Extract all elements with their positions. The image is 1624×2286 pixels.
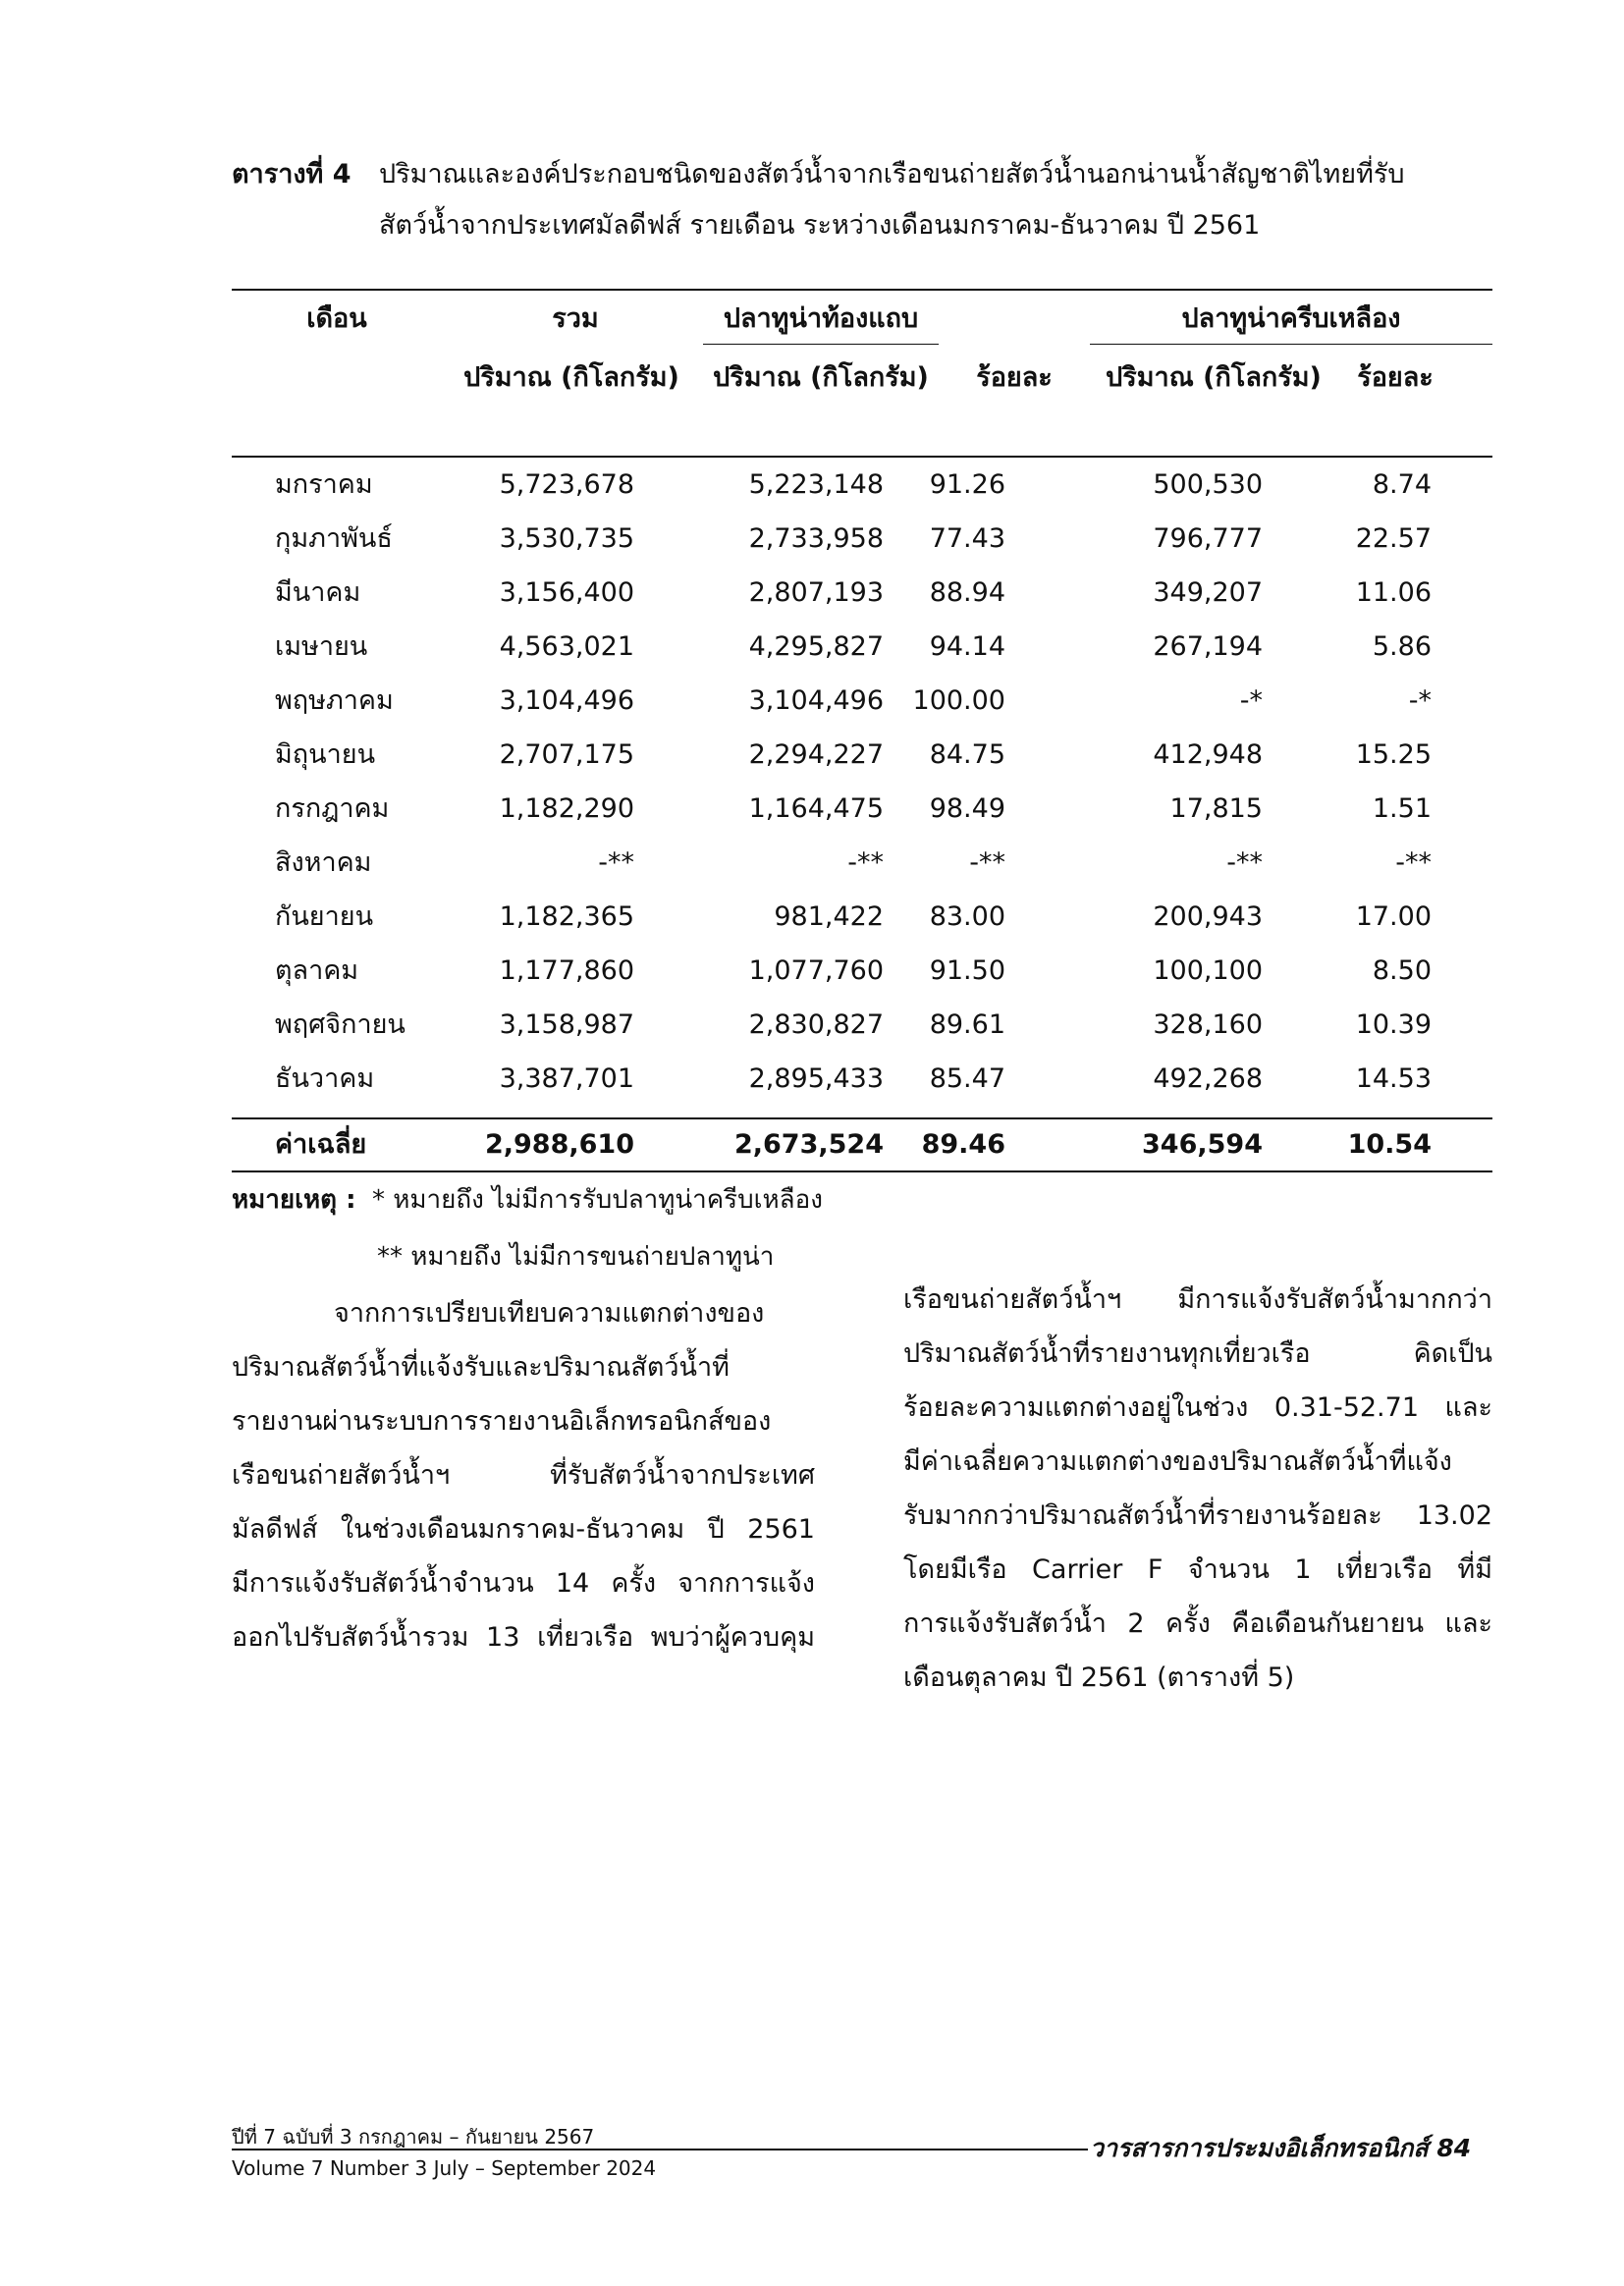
- header-yellowfin-pct: ร้อยละ: [1357, 362, 1434, 393]
- cell-yellowfin-pct: 11.06: [1355, 577, 1432, 608]
- header-total: รวม: [552, 303, 599, 334]
- cell-yellowfin-qty: 796,777: [1153, 523, 1263, 554]
- table-row: [232, 944, 1492, 998]
- footer-rule: [232, 2149, 1088, 2150]
- cell-skipjack-pct: 77.43: [929, 523, 1005, 554]
- cell-skipjack-qty: 2,807,193: [748, 577, 884, 608]
- body-line: เรือขนถ่ายสัตว์น้ำฯ มีการแจ้งรับสัตว์น้ำมากกว่า: [903, 1284, 1492, 1315]
- cell-skipjack-qty: 4,295,827: [748, 631, 884, 662]
- cell-skipjack-qty: 3,104,496: [748, 685, 884, 716]
- cell-yellowfin-pct: 14.53: [1355, 1063, 1432, 1094]
- cell-average-skipjack-pct: 89.46: [921, 1129, 1005, 1160]
- cell-skipjack-pct: 94.14: [929, 631, 1005, 662]
- body-line: เรือขนถ่ายสัตว์น้ำฯ ที่รับสัตว์น้ำจากประเทศ: [232, 1460, 815, 1491]
- cell-yellowfin-qty: -*: [1239, 685, 1263, 716]
- cell-skipjack-qty: -**: [847, 847, 884, 878]
- header-month: เดือน: [306, 303, 367, 334]
- cell-yellowfin-pct: 15.25: [1355, 739, 1432, 770]
- cell-skipjack-pct: 84.75: [929, 739, 1005, 770]
- note-label: หมายเหตุ :: [232, 1185, 356, 1215]
- table-row: [232, 566, 1492, 620]
- cell-skipjack-qty: 2,830,827: [748, 1009, 884, 1040]
- cell-skipjack-qty: 5,223,148: [748, 469, 884, 500]
- cell-average-total: 2,988,610: [484, 1129, 634, 1160]
- header-skipjack-pct: ร้อยละ: [976, 362, 1053, 393]
- table-average-row: [232, 1117, 1492, 1171]
- body-column-left: [232, 1286, 815, 1664]
- header-yellowfin: ปลาทูน่าครีบเหลือง: [1181, 303, 1401, 334]
- cell-yellowfin-qty: -**: [1226, 847, 1263, 878]
- table-caption: [232, 149, 1498, 251]
- footer-issue-english: Volume 7 Number 3 July – September 2024: [232, 2156, 657, 2180]
- header-yellowfin-qty: ปริมาณ (กิโลกรัม): [1106, 362, 1322, 393]
- cell-yellowfin-qty: 492,268: [1153, 1063, 1263, 1094]
- cell-skipjack-pct: 100.00: [912, 685, 1005, 716]
- cell-yellowfin-pct: 10.39: [1355, 1009, 1432, 1040]
- body-line: ร้อยละความแตกต่างอยู่ในช่วง 0.31-52.71 และ: [903, 1392, 1492, 1423]
- body-line: มีค่าเฉลี่ยความแตกต่างของปริมาณสัตว์น้ำที่แจ้ง: [903, 1446, 1452, 1477]
- cell-total: 1,182,365: [499, 901, 634, 932]
- table-note-1: หมายเหตุ : * หมายถึง ไม่มีการรับปลาทูน่าครีบเหลือง: [232, 1185, 823, 1215]
- cell-skipjack-pct: -**: [969, 847, 1005, 878]
- cell-total: 3,530,735: [499, 523, 634, 554]
- cell-total: 3,156,400: [499, 577, 634, 608]
- cell-skipjack-qty: 1,164,475: [748, 793, 884, 824]
- cell-skipjack-pct: 85.47: [929, 1063, 1005, 1094]
- cell-skipjack-pct: 91.26: [929, 469, 1005, 500]
- cell-total: 1,182,290: [499, 793, 634, 824]
- table-top-rule: [232, 289, 1492, 291]
- body-line: มัลดีฟส์ ในช่วงเดือนมกราคม-ธันวาคม ปี 2561: [232, 1514, 815, 1545]
- journal-name: วารสารการประมงอิเล็กทรอนิกส์: [1090, 2134, 1429, 2162]
- body-line: รายงานผ่านระบบการรายงานอิเล็กทรอนิกส์ของ: [232, 1406, 772, 1437]
- cell-average-yellowfin-qty: 346,594: [1142, 1129, 1263, 1160]
- cell-yellowfin-pct: -*: [1408, 685, 1432, 716]
- caption-line-2: สัตว์น้ำจากประเทศมัลดีฟส์ รายเดือน ระหว่างเดือนมกราคม-ธันวาคม ปี 2561: [379, 210, 1261, 241]
- header-total-qty: ปริมาณ (กิโลกรัม): [463, 362, 679, 393]
- cell-total: 1,177,860: [499, 955, 634, 986]
- cell-yellowfin-pct: 17.00: [1355, 901, 1432, 932]
- footer-issue-thai: ปีที่ 7 ฉบับที่ 3 กรกฎาคม – กันยายน 2567: [232, 2125, 595, 2149]
- cell-total: 5,723,678: [499, 469, 634, 500]
- cell-yellowfin-pct: 5.86: [1372, 631, 1432, 662]
- table-row: [232, 998, 1492, 1052]
- cell-month: กุมภาพันธ์: [275, 523, 393, 554]
- header-skipjack: ปลาทูน่าท้องแถบ: [723, 303, 919, 334]
- table-row: [232, 890, 1492, 944]
- cell-skipjack-pct: 88.94: [929, 577, 1005, 608]
- body-line: ปริมาณสัตว์น้ำที่รายงานทุกเที่ยวเรือ คิดเป็น: [903, 1338, 1492, 1369]
- cell-yellowfin-qty: 17,815: [1169, 793, 1263, 824]
- cell-average-yellowfin-pct: 10.54: [1347, 1129, 1432, 1160]
- cell-month: มกราคม: [275, 469, 373, 500]
- body-line: การแจ้งรับสัตว์น้ำ 2 ครั้ง คือเดือนกันยายน และ: [903, 1608, 1492, 1639]
- cell-yellowfin-pct: 1.51: [1372, 793, 1432, 824]
- body-column-right: [903, 1273, 1492, 1705]
- cell-skipjack-qty: 2,294,227: [748, 739, 884, 770]
- header-skipjack-qty: ปริมาณ (กิโลกรัม): [713, 362, 929, 393]
- cell-month: สิงหาคม: [275, 847, 372, 878]
- cell-total: 3,158,987: [499, 1009, 634, 1040]
- body-line: รับมากกว่าปริมาณสัตว์น้ำที่รายงานร้อยละ 13.02: [903, 1500, 1492, 1531]
- table-row: [232, 674, 1492, 728]
- cell-month: พฤศจิกายน: [275, 1009, 406, 1040]
- cell-month: มีนาคม: [275, 577, 361, 608]
- cell-total: 3,387,701: [499, 1063, 634, 1094]
- cell-yellowfin-qty: 412,948: [1153, 739, 1263, 770]
- yellowfin-group-rule: [1090, 344, 1492, 345]
- cell-average-skipjack-qty: 2,673,524: [733, 1129, 884, 1160]
- cell-total: 4,563,021: [499, 631, 634, 662]
- cell-skipjack-qty: 981,422: [774, 901, 884, 932]
- table-note-2: ** หมายถึง ไม่มีการขนถ่ายปลาทูน่า: [377, 1242, 775, 1272]
- cell-month: กันยายน: [275, 901, 374, 932]
- table-row: [232, 512, 1492, 566]
- cell-total: 2,707,175: [499, 739, 634, 770]
- cell-yellowfin-qty: 500,530: [1153, 469, 1263, 500]
- cell-yellowfin-qty: 349,207: [1153, 577, 1263, 608]
- cell-skipjack-pct: 83.00: [929, 901, 1005, 932]
- table-row: [232, 1052, 1492, 1106]
- cell-skipjack-pct: 91.50: [929, 955, 1005, 986]
- body-line: โดยมีเรือ Carrier F จำนวน 1 เที่ยวเรือ ที่มี: [903, 1554, 1492, 1585]
- cell-skipjack-qty: 1,077,760: [748, 955, 884, 986]
- page-number: 84: [1436, 2134, 1472, 2162]
- cell-month: ธันวาคม: [275, 1063, 375, 1094]
- cell-yellowfin-qty: 100,100: [1153, 955, 1263, 986]
- cell-month: มิถุนายน: [275, 739, 376, 770]
- table-row: [232, 458, 1492, 512]
- cell-average-label: ค่าเฉลี่ย: [275, 1129, 367, 1160]
- cell-skipjack-pct: 89.61: [929, 1009, 1005, 1040]
- cell-yellowfin-pct: -**: [1395, 847, 1432, 878]
- body-line: มีการแจ้งรับสัตว์น้ำจำนวน 14 ครั้ง จากการแจ้ง: [232, 1568, 815, 1599]
- cell-month: กรกฎาคม: [275, 793, 390, 824]
- caption-label: ตารางที่ 4: [232, 159, 352, 190]
- cell-yellowfin-qty: 328,160: [1153, 1009, 1263, 1040]
- cell-total: -**: [598, 847, 634, 878]
- table-row: [232, 620, 1492, 674]
- cell-skipjack-qty: 2,733,958: [748, 523, 884, 554]
- cell-yellowfin-qty: 200,943: [1153, 901, 1263, 932]
- body-line: ปริมาณสัตว์น้ำที่แจ้งรับและปริมาณสัตว์น้ำที่: [232, 1352, 730, 1383]
- skipjack-group-rule: [703, 344, 939, 345]
- footer-journal: [1090, 2129, 1471, 2168]
- cell-yellowfin-pct: 8.50: [1372, 955, 1432, 986]
- cell-yellowfin-pct: 22.57: [1355, 523, 1432, 554]
- caption-line-1: ตารางที่ 4 ปริมาณและองค์ประกอบชนิดของสัตว์น้ำจากเรือขนถ่ายสัตว์น้ำนอกน่านน้ำสัญชาติไทยที่รับ: [232, 149, 1498, 200]
- cell-skipjack-pct: 98.49: [929, 793, 1005, 824]
- table-row: [232, 782, 1492, 836]
- body-line: เดือนตุลาคม ปี 2561 (ตารางที่ 5): [903, 1662, 1295, 1693]
- table-row: [232, 728, 1492, 782]
- body-line: จากการเปรียบเทียบความแตกต่างของ: [334, 1298, 765, 1329]
- table-row: [232, 836, 1492, 890]
- cell-total: 3,104,496: [499, 685, 634, 716]
- cell-month: พฤษภาคม: [275, 685, 394, 716]
- cell-month: ตุลาคม: [275, 955, 359, 986]
- cell-yellowfin-pct: 8.74: [1372, 469, 1432, 500]
- cell-yellowfin-qty: 267,194: [1153, 631, 1263, 662]
- body-line: ออกไปรับสัตว์น้ำรวม 13 เที่ยวเรือ พบว่าผู้ควบคุม: [232, 1622, 815, 1653]
- cell-skipjack-qty: 2,895,433: [748, 1063, 884, 1094]
- cell-month: เมษายน: [275, 631, 368, 662]
